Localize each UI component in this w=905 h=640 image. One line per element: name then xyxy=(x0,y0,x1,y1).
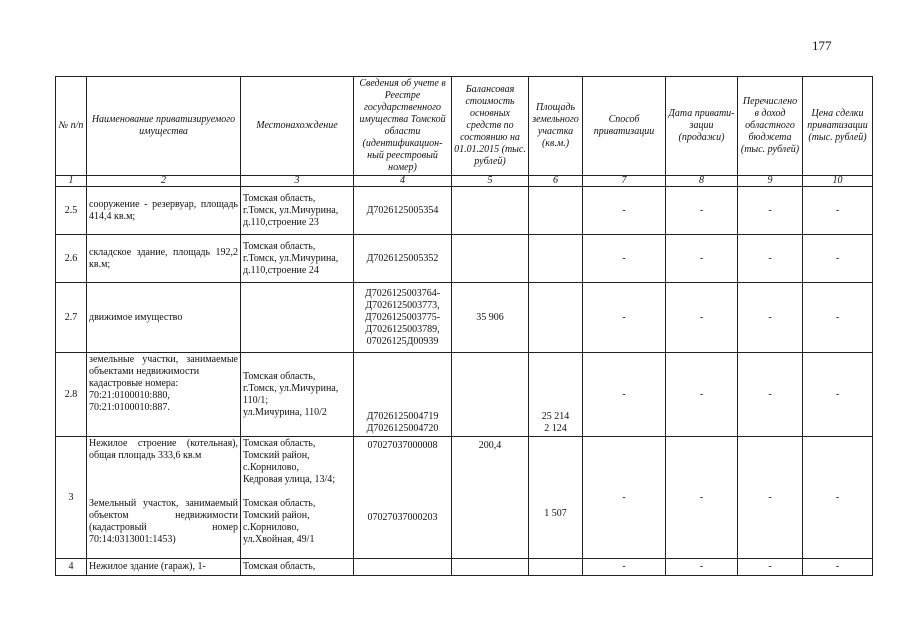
col-number: 5 xyxy=(452,176,529,187)
row-name: Нежилое здание (гараж), 1- xyxy=(87,559,241,576)
table-row xyxy=(56,187,873,235)
col-number: 3 xyxy=(241,176,354,187)
row-location: Томская область, г.Томск, ул.Мичурина, д.110,строение 23 xyxy=(241,187,354,235)
row-name: Нежилое строение (котельная), общая площадь 333,6 кв.м xyxy=(89,438,238,461)
row-date: - xyxy=(666,559,738,576)
col-number: 1 xyxy=(56,176,87,187)
header-name: Наименование приватизируемого имущества xyxy=(87,77,241,176)
row-registry: 07027037000008 xyxy=(367,440,438,451)
row-registry xyxy=(354,559,452,576)
table-row xyxy=(56,559,873,576)
row-value xyxy=(452,559,529,576)
col-number: 9 xyxy=(738,176,803,187)
row-name-land: Земельный участок, занимаемый объектом недвижимости (кадастровый номер 70:14:0313001:1453) xyxy=(89,498,238,545)
row-location: Томская область, г.Томск, ул.Мичурина, д.110,строение 24 xyxy=(241,235,354,283)
row-transferred: - xyxy=(738,353,803,437)
table-row xyxy=(56,353,873,437)
row-name: движимое имущество xyxy=(87,283,241,353)
row-price: - xyxy=(803,187,873,235)
row-date: - xyxy=(666,235,738,283)
column-number-row xyxy=(56,176,873,187)
row-registry-land: 07027037000203 xyxy=(367,512,438,523)
row-date: - xyxy=(666,283,738,353)
row-transferred: - xyxy=(738,559,803,576)
row-registry: Д7026125005354 xyxy=(354,187,452,235)
row-num: 2.5 xyxy=(56,187,87,235)
row-area xyxy=(529,283,583,353)
header-method: Способ приватизации xyxy=(583,77,666,176)
row-area xyxy=(529,235,583,283)
row-location-land: Томская область, Томский район, с.Корнилово, ул.Хвойная, 49/1 xyxy=(243,498,316,545)
row-value xyxy=(452,235,529,283)
col-number: 10 xyxy=(803,176,873,187)
col-number: 8 xyxy=(666,176,738,187)
table-row xyxy=(56,283,873,353)
row-location: Томская область, xyxy=(241,559,354,576)
privatization-table xyxy=(55,76,873,576)
row-date: - xyxy=(666,437,738,559)
row-location xyxy=(241,283,354,353)
row-area: 25 214 2 124 xyxy=(529,353,583,437)
col-number: 7 xyxy=(583,176,666,187)
row-method: - xyxy=(583,353,666,437)
row-date: - xyxy=(666,187,738,235)
row-num: 2.7 xyxy=(56,283,87,353)
row-location-cell xyxy=(241,437,354,559)
row-value xyxy=(452,353,529,437)
row-registry: Д7026125004719 Д7026125004720 xyxy=(354,353,452,437)
row-method: - xyxy=(583,437,666,559)
row-area-cell xyxy=(529,437,583,559)
row-registry-cell xyxy=(354,437,452,559)
row-name: складское здание, площадь 192,2 кв.м; xyxy=(87,235,241,283)
row-transferred: - xyxy=(738,235,803,283)
row-name: земельные участки, занимаемые объектами недвижимости xyxy=(89,354,238,377)
row-location: Томская область, Томский район, с.Корнилово, Кедровая улица, 13/4; xyxy=(243,438,336,485)
col-number: 6 xyxy=(529,176,583,187)
row-area xyxy=(531,438,580,508)
row-transferred: - xyxy=(738,437,803,559)
row-num: 3 xyxy=(56,437,87,559)
row-transferred: - xyxy=(738,283,803,353)
row-transferred: - xyxy=(738,187,803,235)
header-registry: Сведения об учете в Реестре государственного имущества Томской области (идентификацион-ный реестровый номер) xyxy=(354,77,452,176)
col-number: 4 xyxy=(354,176,452,187)
row-area-land: 1 507 xyxy=(544,508,567,519)
header-num: № п/п xyxy=(56,77,87,176)
row-area xyxy=(529,187,583,235)
row-name-cell xyxy=(87,353,241,437)
row-area xyxy=(529,559,583,576)
row-value: 35 906 xyxy=(452,283,529,353)
row-price: - xyxy=(803,283,873,353)
row-value: 200,4 xyxy=(452,437,529,559)
header-value: Балансовая стоимость основных средств по состоянию на 01.01.2015 (тыс. рублей) xyxy=(452,77,529,176)
row-name-cell xyxy=(87,437,241,559)
row-cadastral: кадастровые номера: 70:21:0100010:880, 70:21:0100010:887. xyxy=(89,378,179,413)
row-value xyxy=(452,187,529,235)
header-price: Цена сделки приватизации (тыс. рублей) xyxy=(803,77,873,176)
header-row xyxy=(56,77,873,176)
table-row xyxy=(56,437,873,559)
row-method: - xyxy=(583,559,666,576)
row-date: - xyxy=(666,353,738,437)
page-number: 177 xyxy=(812,38,832,53)
row-num: 2.6 xyxy=(56,235,87,283)
row-method: - xyxy=(583,235,666,283)
row-num: 4 xyxy=(56,559,87,576)
row-registry: Д7026125003764- Д7026125003773, Д7026125003775- Д7026125003789, 07026125Д00939 xyxy=(354,283,452,353)
row-price: - xyxy=(803,235,873,283)
row-price: - xyxy=(803,559,873,576)
header-transferred: Перечислено в доход областного бюджета (тыс. рублей) xyxy=(738,77,803,176)
row-location: Томская область, г.Томск, ул.Мичурина, 110/1; ул.Мичурина, 110/2 xyxy=(241,353,354,437)
row-price: - xyxy=(803,437,873,559)
row-price: - xyxy=(803,353,873,437)
table-row xyxy=(56,235,873,283)
row-method: - xyxy=(583,283,666,353)
row-registry: Д7026125005352 xyxy=(354,235,452,283)
row-num: 2.8 xyxy=(56,353,87,437)
header-area: Площадь земельного участка (кв.м.) xyxy=(529,77,583,176)
row-name: сооружение - резервуар, площадь 414,4 кв.м; xyxy=(87,187,241,235)
header-location: Местонахождение xyxy=(241,77,354,176)
col-number: 2 xyxy=(87,176,241,187)
row-method: - xyxy=(583,187,666,235)
header-date: Дата привати-зации (продажи) xyxy=(666,77,738,176)
